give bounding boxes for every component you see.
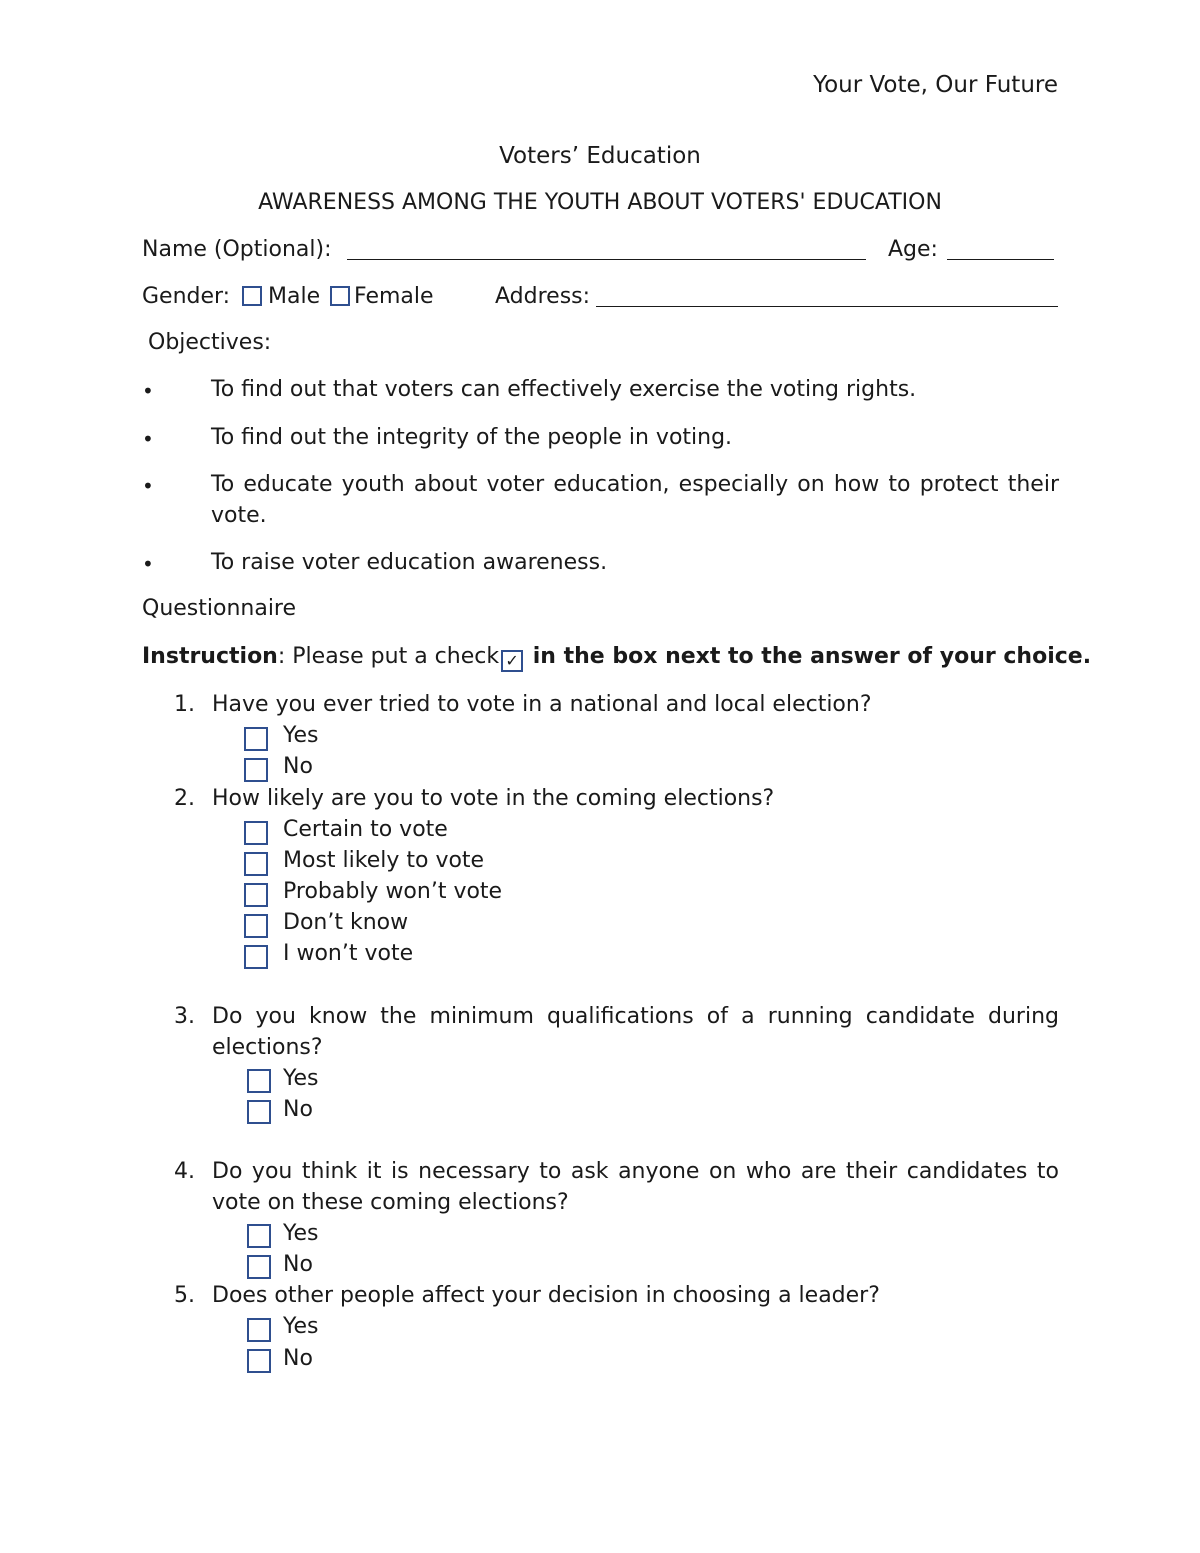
option-checkbox[interactable]	[244, 914, 268, 938]
objective-item: To educate youth about voter education, especially on how to protect their vote.	[211, 472, 1059, 528]
option-label: Yes	[283, 1221, 319, 1246]
address-field[interactable]	[596, 306, 1058, 307]
instruction-colon: :	[277, 644, 286, 669]
option-label: No	[283, 1346, 313, 1371]
option-label: No	[283, 1097, 313, 1122]
option-label: No	[283, 1252, 313, 1277]
gender-label: Gender:	[142, 284, 231, 309]
bullet: •	[142, 552, 154, 576]
option-label: Probably won’t vote	[283, 879, 503, 904]
option-checkbox[interactable]	[247, 1069, 271, 1093]
bullet: •	[142, 427, 154, 451]
question-text: Does other people affect your decision in choosing a leader?	[212, 1283, 880, 1308]
option-checkbox[interactable]	[244, 945, 268, 969]
option-label: Most likely to vote	[283, 848, 485, 873]
option-checkbox[interactable]	[244, 821, 268, 845]
document-title: Voters’ Education	[499, 143, 701, 169]
age-label: Age:	[888, 237, 938, 262]
question-text: Do you think it is necessary to ask anyone on who are their candidates to vote on these coming elections?	[212, 1159, 1059, 1215]
option-checkbox[interactable]	[244, 883, 268, 907]
gender-female-checkbox[interactable]	[330, 286, 350, 306]
bullet: •	[142, 379, 154, 403]
objectives-label: Objectives:	[148, 330, 272, 355]
question-number: 2.	[174, 786, 195, 811]
question-text: Do you know the minimum qualifications of a running candidate during elections?	[212, 1004, 1059, 1060]
option-label: No	[283, 754, 313, 779]
option-label: Don’t know	[283, 910, 409, 935]
questionnaire-label: Questionnaire	[142, 596, 297, 621]
name-label: Name (Optional):	[142, 237, 332, 262]
instruction-rest: in the box next to the answer of your choice.	[525, 644, 1092, 669]
question-number: 4.	[174, 1159, 195, 1184]
bullet: •	[142, 474, 154, 498]
gender-male-checkbox[interactable]	[242, 286, 262, 306]
option-label: Yes	[283, 1066, 319, 1091]
question-text: How likely are you to vote in the coming elections?	[212, 786, 775, 811]
gender-male-label: Male	[268, 284, 321, 309]
option-checkbox[interactable]	[244, 727, 268, 751]
instruction-label: Instruction	[142, 644, 278, 669]
option-label: I won’t vote	[283, 941, 414, 966]
option-checkbox[interactable]	[247, 1318, 271, 1342]
address-label: Address:	[495, 284, 591, 309]
option-checkbox[interactable]	[247, 1349, 271, 1373]
option-checkbox[interactable]	[247, 1224, 271, 1248]
instruction	[142, 646, 1091, 672]
gender-female-label: Female	[354, 284, 434, 309]
objective-item: To find out that voters can effectively exercise the voting rights.	[211, 377, 917, 402]
question-number: 3.	[174, 1004, 195, 1029]
option-checkbox[interactable]	[244, 852, 268, 876]
objective-item: To raise voter education awareness.	[211, 550, 608, 575]
check-mark-icon: ✓	[501, 650, 523, 672]
instruction-text: Please put a check	[285, 644, 500, 669]
option-label: Certain to vote	[283, 817, 448, 842]
document-subtitle: AWARENESS AMONG THE YOUTH ABOUT VOTERS' EDUCATION	[258, 190, 942, 215]
option-label: Yes	[283, 1314, 319, 1339]
option-checkbox[interactable]	[244, 758, 268, 782]
age-field[interactable]	[947, 259, 1054, 260]
page-header: Your Vote, Our Future	[813, 72, 1058, 98]
question-text: Have you ever tried to vote in a national and local election?	[212, 692, 872, 717]
name-field[interactable]	[347, 259, 866, 260]
option-checkbox[interactable]	[247, 1255, 271, 1279]
question-number: 1.	[174, 692, 195, 717]
option-checkbox[interactable]	[247, 1100, 271, 1124]
question-number: 5.	[174, 1283, 195, 1308]
objective-item: To find out the integrity of the people in voting.	[211, 425, 733, 450]
option-label: Yes	[283, 723, 319, 748]
